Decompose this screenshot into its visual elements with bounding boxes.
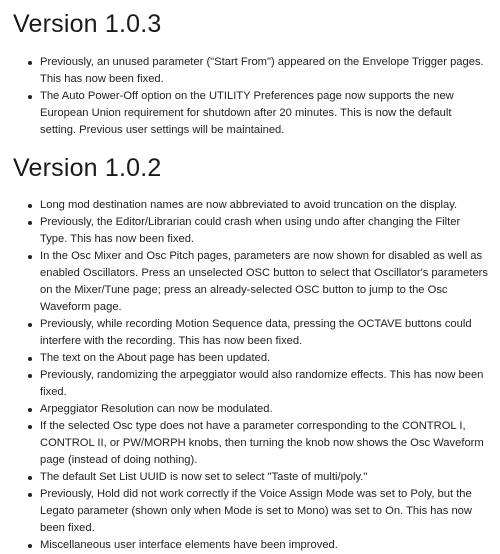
list-item: Previously, an unused parameter ("Start From") appeared on the Envelope Trigger pages. This has now been fixed. bbox=[40, 54, 490, 88]
list-item: Miscellaneous user interface elements have been improved. bbox=[40, 537, 490, 554]
release-notes-list-1-0-2 bbox=[13, 183, 490, 554]
list-item: The default Set List UUID is now set to select "Taste of multi/poly." bbox=[40, 469, 490, 486]
list-item: Arpeggiator Resolution can now be modulated. bbox=[40, 401, 490, 418]
list-item: The Auto Power-Off option on the UTILITY Preferences page now supports the new European Union requirement for shutdown after 20 minutes. This is now the default setting. Previous user settings will be maintained. bbox=[40, 88, 490, 139]
release-notes-list-1-0-3 bbox=[13, 39, 490, 139]
list-item: Previously, the Editor/Librarian could crash when using undo after changing the Filter Type. This has now been fixed. bbox=[40, 214, 490, 248]
list-item: In the Osc Mixer and Osc Pitch pages, parameters are now shown for disabled as well as enabled Oscillators. Press an unselected OSC button to select that Oscillator's parameters on the Mixer/Tune page; press an already-selected OSC button to jump to the Osc Waveform page. bbox=[40, 248, 490, 316]
list-item: Long mod destination names are now abbreviated to avoid truncation on the display. bbox=[40, 197, 490, 214]
section-title-version-1-0-3: Version 1.0.3 bbox=[13, 10, 162, 38]
list-item: The text on the About page has been updated. bbox=[40, 350, 490, 367]
list-item: Previously, randomizing the arpeggiator would also randomize effects. This has now been fixed. bbox=[40, 367, 490, 401]
list-item: If the selected Osc type does not have a parameter corresponding to the CONTROL I, CONTROL II, or PW/MORPH knobs, then turning the knob now shows the Osc Waveform page (instead of doing nothing). bbox=[40, 418, 490, 469]
list-item: Previously, Hold did not work correctly if the Voice Assign Mode was set to Poly, but the Legato parameter (shown only when Mode is set to Mono) was set to On. This has now been fixed. bbox=[40, 486, 490, 537]
section-title-version-1-0-2: Version 1.0.2 bbox=[13, 154, 162, 182]
list-item: Previously, while recording Motion Sequence data, pressing the OCTAVE buttons could interfere with the recording. This has now been fixed. bbox=[40, 316, 490, 350]
